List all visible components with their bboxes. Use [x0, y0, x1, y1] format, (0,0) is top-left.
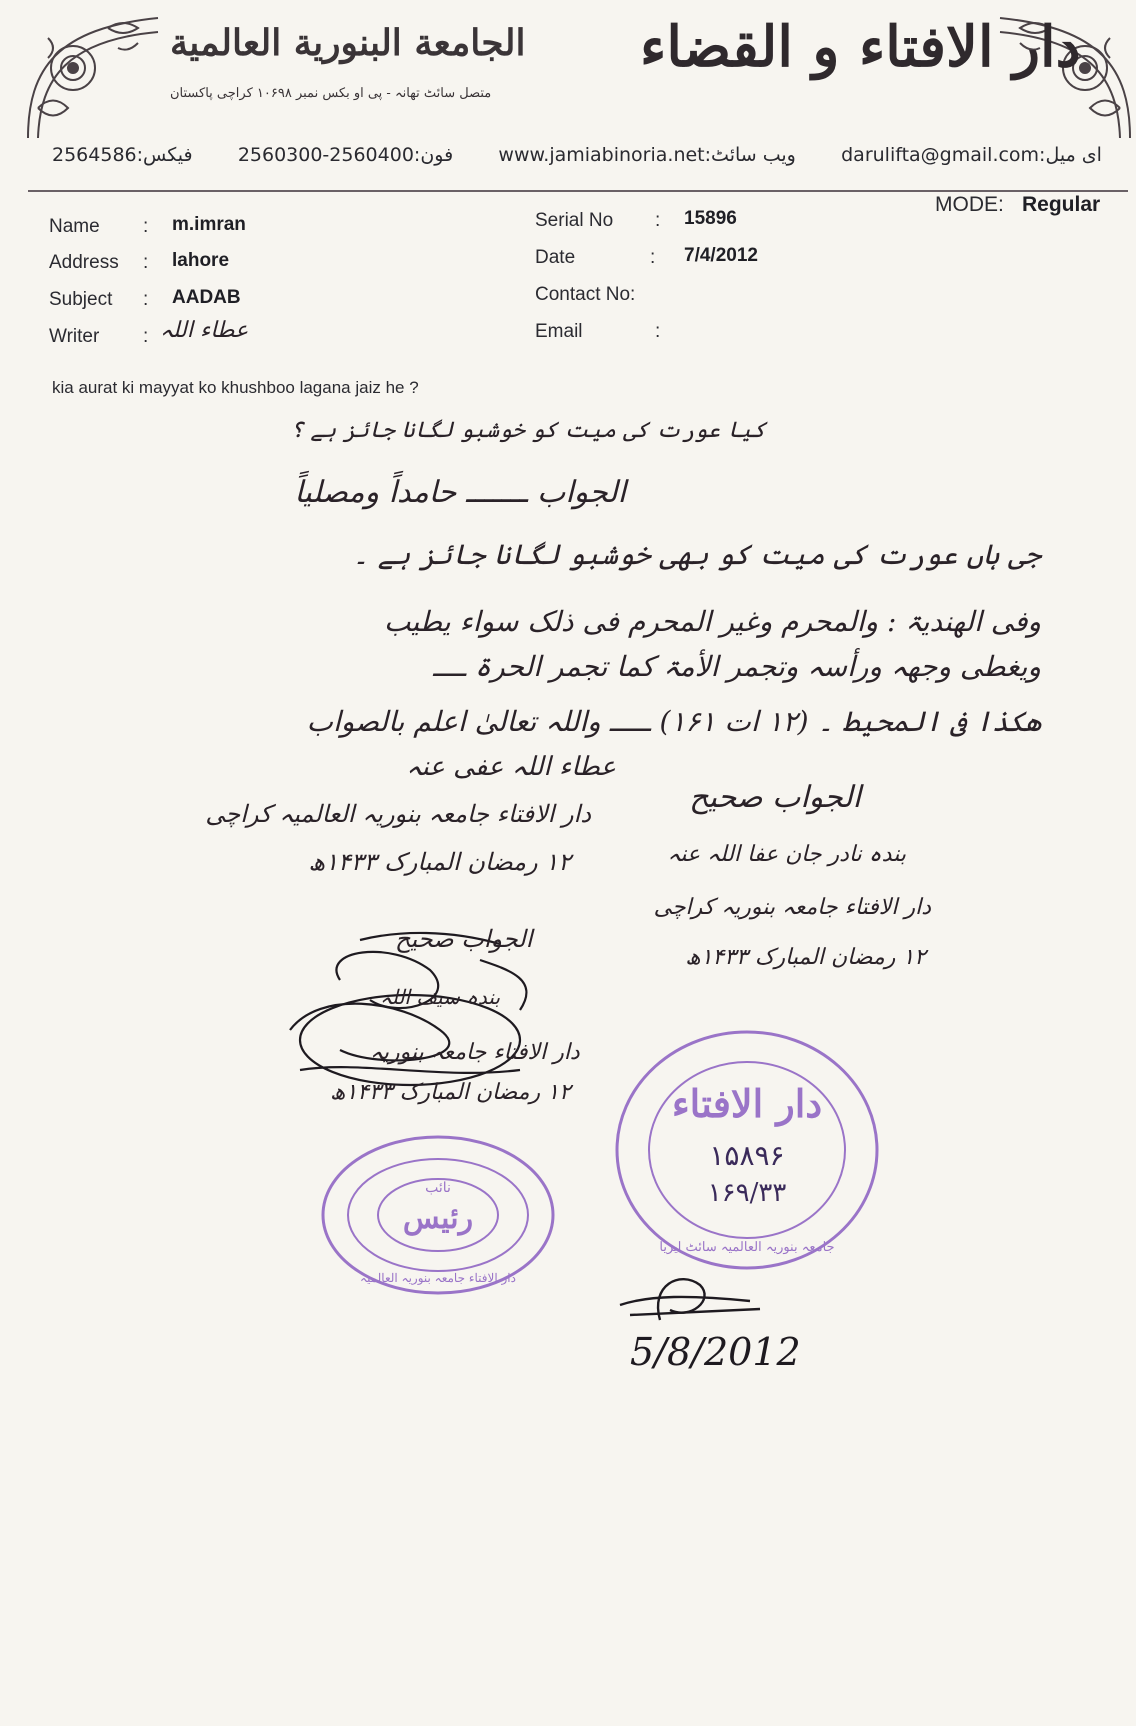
serial-colon: :: [655, 210, 661, 231]
verify1-name: بندہ نادر جان عفا اللہ عنہ: [667, 842, 906, 867]
header-divider: [28, 190, 1128, 192]
left-corner-ornament: [18, 8, 168, 148]
naib-raees-stamp: [318, 1130, 558, 1300]
address-value: lahore: [172, 250, 230, 271]
subject-colon: :: [143, 289, 149, 310]
darulifta-title: دار الافتاء و القضاء: [640, 14, 1081, 80]
university-address: متصل سائٹ تھانہ - پی او بکس نمبر ۱۰۶۹۸ کراچی پاکستان: [170, 86, 492, 101]
writer-label: Writer: [49, 326, 100, 347]
date-label: Date: [535, 247, 576, 268]
contact-line: [52, 140, 1102, 170]
verify2-name: بندہ سیف اللہ: [380, 985, 501, 1009]
question-urdu: کیا عورت کی میت کو خوشبو لگانا جائز ہے ؟: [290, 418, 766, 443]
subject-label: Subject: [49, 289, 113, 310]
verify1-date: ۱۲ رمضان المبارک ۱۴۳۳ھ: [685, 945, 926, 970]
verify1-institution: دار الافتاء جامعہ بنوریہ کراچی: [653, 895, 931, 920]
writer-signature: عطاء اللہ: [160, 318, 249, 343]
stamp-left-main: رئیس: [402, 1201, 474, 1236]
university-title: الجامعة البنورية العالمية: [170, 22, 526, 64]
signoff-date: 5/8/2012: [630, 1330, 801, 1374]
verify2-date: ۱۲ رمضان المبارک ۱۴۳۳ھ: [330, 1080, 571, 1105]
stamp-right-ring: جامعہ بنوریہ العالمیہ سائٹ ایریا: [659, 1240, 835, 1255]
mufti-institution: دار الافتاء جامعہ بنوریہ العالمیہ کراچی: [205, 800, 591, 828]
answer-line-2: وفی الھندیۃ : والمحرم وغیر المحرم فی ذلک سواء یطیب: [383, 605, 1041, 638]
fax-number: 2564586:فیکس: [52, 144, 193, 166]
signoff-signature: [610, 1265, 770, 1335]
mode-value: Regular: [1022, 193, 1101, 216]
name-label: Name: [49, 216, 100, 237]
mufti-signature: عطاء اللہ عفی عنہ: [406, 752, 616, 782]
stamp-left-ring: دار الافتاء جامعہ بنوریہ العالمیہ: [360, 1271, 516, 1285]
darulifta-round-stamp: [612, 1025, 882, 1275]
subject-value: AADAB: [172, 287, 241, 308]
mode-label: MODE:: [935, 193, 1004, 216]
answer-line-3: ویغطی وجھہ ورأسہ وتجمر الأمۃ کما تجمر الحرۃ ــــ: [433, 650, 1041, 683]
verify2-heading: الجواب صحیح: [395, 925, 533, 953]
address-colon: :: [143, 252, 149, 273]
answer-line-4: ھکذا فی المحیط ۔ (۱۲ ات ۱۶۱) ـــــ واللہ تعالیٰ اعلم بالصواب: [306, 705, 1041, 738]
date-value: 7/4/2012: [684, 245, 758, 266]
stamp-right-main: دار الافتاء: [671, 1081, 823, 1126]
writer-colon: :: [143, 326, 149, 347]
mufti-date: ۱۲ رمضان المبارک ۱۴۳۳ھ: [308, 848, 571, 876]
answer-line-1: جی ہاں عورت کی میت کو بھی خوشبو لگانا جائز ہے ۔: [352, 538, 1041, 571]
phone-number: 2560300-2560400:فون: [237, 144, 454, 166]
email-label: Email: [535, 321, 583, 342]
serial-label: Serial No: [535, 210, 614, 231]
date-colon: :: [650, 247, 656, 268]
email-address: darulifta@gmail.com:ای میل: [841, 144, 1102, 166]
verify2-institution: دار الافتاء جامعہ بنوریہ: [370, 1040, 580, 1065]
email-colon: :: [655, 321, 661, 342]
verify1-heading: الجواب صحیح: [689, 780, 861, 815]
name-value: m.imran: [172, 214, 246, 235]
serial-value: 15896: [684, 208, 737, 229]
stamp-right-ref: ۱۶۹/۳۳: [707, 1178, 787, 1208]
contact-label: Contact No:: [535, 284, 636, 305]
address-label: Address: [49, 252, 119, 273]
name-colon: :: [143, 216, 149, 237]
stamp-right-serial: ۱۵۸۹۶: [709, 1139, 785, 1172]
stamp-left-top: نائب: [425, 1180, 451, 1196]
question-english: kia aurat ki mayyat ko khushboo lagana jaiz he ?: [52, 378, 419, 397]
website: www.jamiabinoria.net:ویب سائٹ: [498, 144, 796, 166]
answer-heading: الجواب ـــــــ حامداً ومصلیاً: [294, 475, 626, 510]
